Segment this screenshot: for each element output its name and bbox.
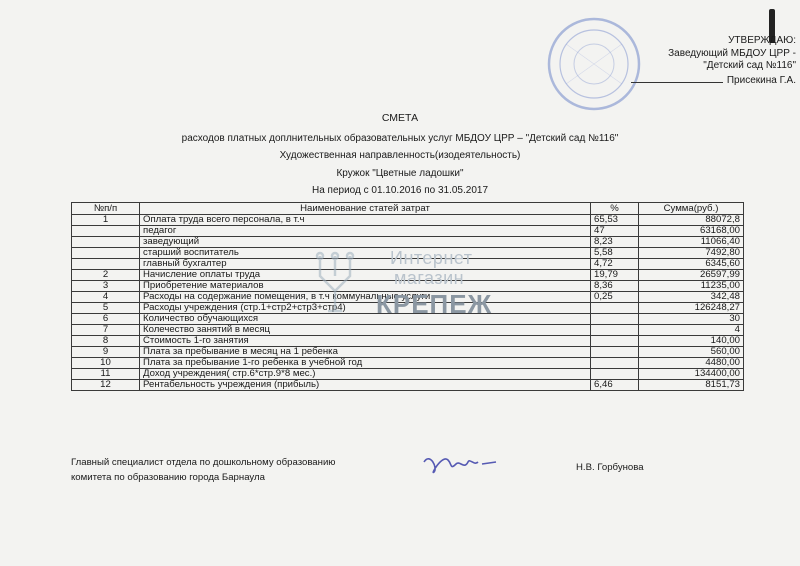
table-row	[72, 380, 744, 391]
row-pct-cell: 0,25	[591, 292, 639, 303]
row-sum-cell: 4	[639, 325, 744, 336]
footer-org: комитета по образованию города Барнаула	[71, 472, 265, 483]
row-name-cell: главный бухгалтер	[140, 259, 591, 270]
table-row	[72, 336, 744, 347]
footer-position: Главный специалист отдела по дошкольному образованию	[71, 457, 336, 468]
row-num-cell: 9	[72, 347, 140, 358]
row-name-cell: Оплата труда всего персонала, в т.ч	[140, 215, 591, 226]
row-num-cell: 5	[72, 303, 140, 314]
row-pct-cell	[591, 358, 639, 369]
row-name-cell: Расходы учреждения (стр.1+стр2+стр3+стр4)	[140, 303, 591, 314]
table-row	[72, 358, 744, 369]
row-pct-cell: 65,53	[591, 215, 639, 226]
row-pct-cell	[591, 369, 639, 380]
row-name-cell: Стоимость 1-го занятия	[140, 336, 591, 347]
signature-line	[631, 73, 723, 83]
row-pct-cell: 5,58	[591, 248, 639, 259]
footer-signatory-name: Н.В. Горбунова	[576, 462, 644, 473]
approval-org: "Детский сад №116"	[703, 60, 796, 71]
row-name-cell: педагог	[140, 226, 591, 237]
row-name-cell: Приобретение материалов	[140, 281, 591, 292]
watermark-line2: магазин	[394, 268, 465, 288]
table-row	[72, 369, 744, 380]
row-num-cell: 8	[72, 336, 140, 347]
row-num-cell: 11	[72, 369, 140, 380]
table-row	[72, 215, 744, 226]
document-title: СМЕТА	[381, 112, 419, 124]
row-sum-cell: 342,48	[639, 292, 744, 303]
row-name-cell: Количество обучающихся	[140, 314, 591, 325]
row-pct-cell: 47	[591, 226, 639, 237]
row-sum-cell: 11066,40	[639, 237, 744, 248]
footer-block	[71, 455, 336, 485]
row-name-cell: Рентабельность учреждения (прибыль)	[140, 380, 591, 391]
watermark-line1: Интернет	[390, 248, 473, 268]
row-name-cell: заведующий	[140, 237, 591, 248]
col-header-sum: Сумма(руб.)	[639, 203, 744, 215]
row-num-cell	[72, 237, 140, 248]
row-num-cell: 3	[72, 281, 140, 292]
row-num-cell: 12	[72, 380, 140, 391]
row-num-cell	[72, 248, 140, 259]
row-name-cell: Доход учреждения( стр.6*стр.9*8 мес.)	[140, 369, 591, 380]
approval-block	[596, 35, 796, 87]
row-sum-cell: 126248,27	[639, 303, 744, 314]
table-row	[72, 347, 744, 358]
row-sum-cell: 11235,00	[639, 281, 744, 292]
col-header-name: Наименование статей затрат	[140, 203, 591, 215]
row-num-cell: 1	[72, 215, 140, 226]
row-num-cell: 4	[72, 292, 140, 303]
col-header-num: №п/п	[72, 203, 140, 215]
row-pct-cell: 8,36	[591, 281, 639, 292]
col-header-pct: %	[591, 203, 639, 215]
approval-signatory	[596, 73, 796, 88]
row-sum-cell: 8151,73	[639, 380, 744, 391]
row-sum-cell: 140,00	[639, 336, 744, 347]
watermark-line3: КРЕПЕЖ	[376, 289, 493, 319]
row-num-cell: 6	[72, 314, 140, 325]
row-sum-cell: 30	[639, 314, 744, 325]
row-pct-cell	[591, 347, 639, 358]
row-pct-cell	[591, 325, 639, 336]
table-row	[72, 325, 744, 336]
row-sum-cell: 6345,60	[639, 259, 744, 270]
row-num-cell: 7	[72, 325, 140, 336]
row-num-cell	[72, 226, 140, 237]
row-name-cell: Начисление оплаты труда	[140, 270, 591, 281]
table-header-row	[72, 203, 744, 215]
club-line: Кружок "Цветные ладошки"	[336, 168, 464, 179]
row-name-cell: Расходы на содержание помещения, в т.ч коммунальные услуги	[140, 292, 591, 303]
table-row	[72, 226, 744, 237]
document-subtitle: расходов платных доплнительных образовательных услуг МБДОУ ЦРР – "Детский сад №116"	[181, 133, 619, 144]
row-sum-cell: 4480,00	[639, 358, 744, 369]
row-sum-cell: 26597,99	[639, 270, 744, 281]
row-name-cell: Плата за пребывание 1-го ребенка в учебной год	[140, 358, 591, 369]
row-name-cell: старший воспитатель	[140, 248, 591, 259]
direction-line: Художественная направленность(изодеятельность)	[279, 150, 521, 161]
row-pct-cell: 19,79	[591, 270, 639, 281]
row-sum-cell: 63168,00	[639, 226, 744, 237]
row-pct-cell: 4,72	[591, 259, 639, 270]
approval-heading: УТВЕРЖДАЮ:	[728, 35, 796, 46]
row-sum-cell: 88072,8	[639, 215, 744, 226]
row-pct-cell	[591, 314, 639, 325]
row-pct-cell	[591, 336, 639, 347]
row-sum-cell: 134400,00	[639, 369, 744, 380]
row-sum-cell: 7492,80	[639, 248, 744, 259]
approval-position: Заведующий МБДОУ ЦРР -	[668, 47, 796, 59]
row-pct-cell: 8,23	[591, 237, 639, 248]
row-name-cell: Плата за пребывание в месяц на 1 ребенка	[140, 347, 591, 358]
row-num-cell	[72, 259, 140, 270]
approval-name: Присекина Г.А.	[726, 74, 796, 86]
period-line: На период с 01.10.2016 по 31.05.2017	[311, 185, 489, 196]
handwritten-signature	[420, 448, 500, 478]
row-pct-cell: 6,46	[591, 380, 639, 391]
row-name-cell: Колечество занятий в месяц	[140, 325, 591, 336]
row-sum-cell: 560,00	[639, 347, 744, 358]
row-pct-cell	[591, 303, 639, 314]
row-num-cell: 10	[72, 358, 140, 369]
row-num-cell: 2	[72, 270, 140, 281]
